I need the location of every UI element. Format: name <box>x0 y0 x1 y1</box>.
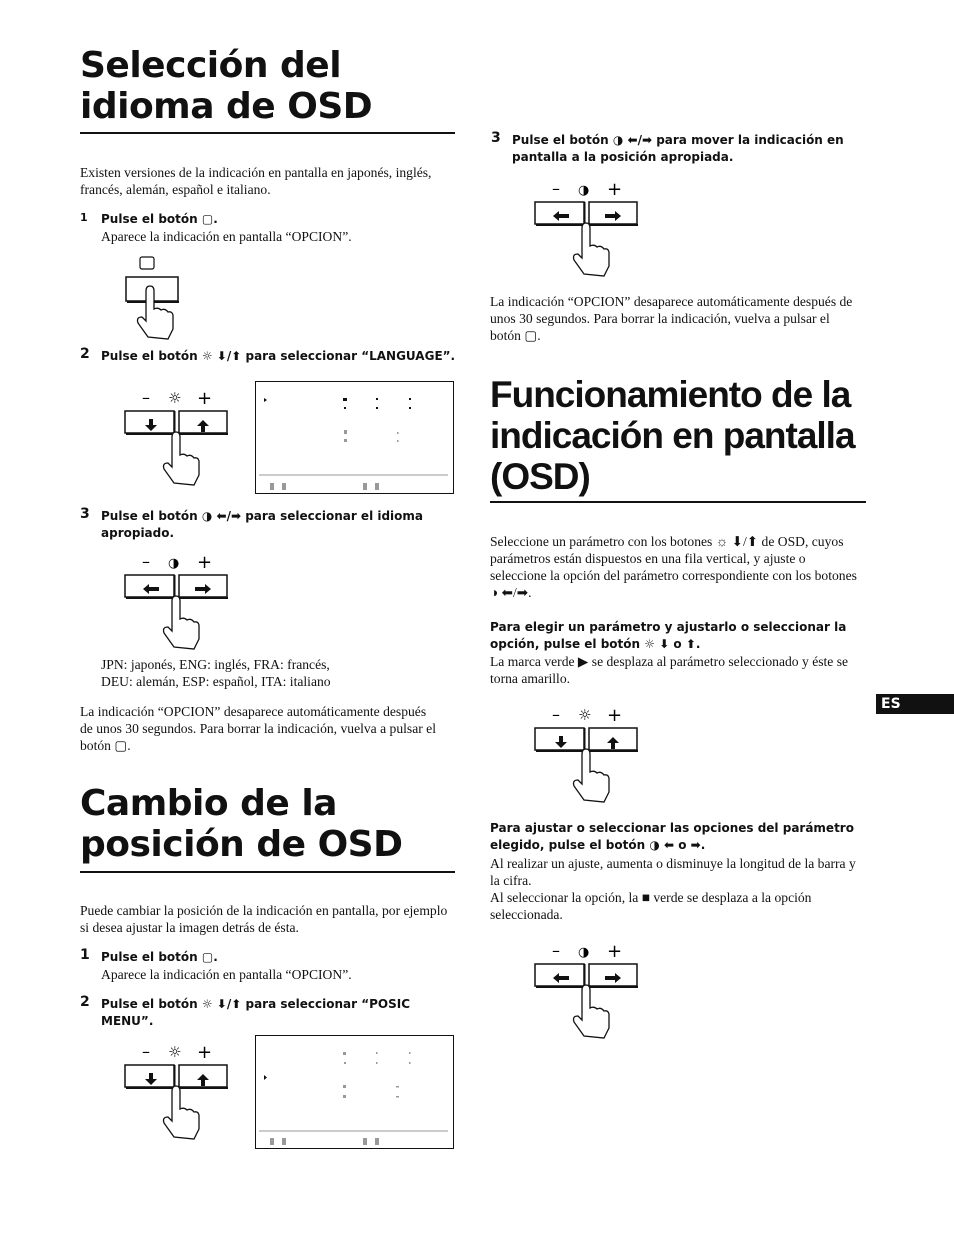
section-title-position: Cambio de la posición de OSD <box>80 783 403 865</box>
step-sub: Aparece la indicación en pantalla “OPCION”. <box>101 967 352 982</box>
step-2: 2 Pulse el botón ☼ ⬇/⬆ para seleccionar “POSIC MENU”. <box>101 996 421 1030</box>
step-3: 3 Pulse el botón ◑ ⬅/➡ para seleccionar el idioma apropiado. <box>101 508 451 542</box>
brightness-buttons-diagram <box>532 704 642 809</box>
brightness-icon: ☼ <box>168 1043 182 1061</box>
language-tab: ES <box>876 694 954 714</box>
minus-label: – <box>552 179 560 198</box>
note-text: La indicación “OPCION” desaparece automáticamente después de unos 30 segundos. Para borrar la indicación, vuelva a pulsar el botón ▢. <box>490 294 853 343</box>
contrast-buttons-diagram <box>122 551 232 656</box>
subheading-select-parameter: Para elegir un parámetro y ajustarlo o seleccionar la opción, pulse el botón ☼ ⬇ o ⬆. <box>490 620 847 651</box>
brightness-icon: ☼ <box>168 389 182 407</box>
plus-label: + <box>197 552 213 573</box>
contrast-icon: ◑ <box>578 945 590 960</box>
note-text: La indicación “OPCION” desaparece automáticamente después de unos 30 segundos. Para borrar la indicación, vuelva a pulsar el botón ▢. <box>80 704 436 753</box>
osd-screen-position <box>255 1035 454 1149</box>
body-text: Al realizar un ajuste, aumenta o disminuye la longitud de la barra y la cifra. <box>490 856 856 888</box>
minus-label: – <box>552 941 560 960</box>
step-label: Pulse el botón ◑ ⬅/➡ para seleccionar el idioma apropiado. <box>101 509 424 540</box>
step-label: Pulse el botón ◑ ⬅/➡ para mover la indicación en pantalla a la posición apropiada. <box>512 133 844 164</box>
plus-label: + <box>197 1042 213 1063</box>
step-1: 1 Pulse el botón ▢. Aparece la indicación en pantalla “OPCION”. <box>101 211 451 245</box>
divider <box>80 871 455 873</box>
language-codes: JPN: japonés, ENG: inglés, FRA: francés, DEU: alemán, ESP: español, ITA: italiano <box>101 657 331 689</box>
step-3-position: 3 Pulse el botón ◑ ⬅/➡ para mover la indicación en pantalla a la posición apropiada. <box>512 132 862 166</box>
divider <box>490 501 866 503</box>
step-label: Pulse el botón ☼ ⬇/⬆ para seleccionar “LANGUAGE”. <box>101 349 456 363</box>
step-2: 2 Pulse el botón ☼ ⬇/⬆ para seleccionar “LANGUAGE”. <box>101 348 461 365</box>
body-text: Al seleccionar la opción, la ■ verde se desplaza a la opción seleccionada. <box>490 890 812 922</box>
hand-icon <box>164 596 200 649</box>
osd-screen-language <box>255 381 454 494</box>
plus-label: + <box>607 705 623 726</box>
minus-label: – <box>142 1042 150 1061</box>
intro-text: Puede cambiar la posición de la indicación en pantalla, por ejemplo si desea ajustar la imagen detrás de ésta. <box>80 903 448 935</box>
step-label: Pulse el botón ☼ ⬇/⬆ para seleccionar “POSIC MENU”. <box>101 997 411 1028</box>
step-sub: Aparece la indicación en pantalla “OPCION”. <box>101 229 352 244</box>
contrast-buttons-diagram <box>532 940 642 1045</box>
brightness-buttons-diagram <box>122 387 232 492</box>
intro-text: Seleccione un parámetro con los botones ☼ ⬇/⬆ de OSD, cuyos parámetros están dispuestos en una fila vertical, y ajuste o seleccione la opción del parámetro correspondiente con los botones ◑ ⬅/➡. <box>490 534 857 600</box>
divider <box>80 132 455 134</box>
minus-label: – <box>142 552 150 571</box>
step-label: Pulse el botón ▢. <box>101 212 218 226</box>
plus-label: + <box>197 388 213 409</box>
contrast-icon: ◑ <box>578 183 590 198</box>
hand-icon <box>574 749 610 802</box>
plus-label: + <box>607 941 623 962</box>
section-title-osd: Funcionamiento de la indicación en pantalla (OSD) <box>490 374 855 497</box>
brightness-icon: ☼ <box>578 706 592 724</box>
hand-icon <box>164 1086 200 1139</box>
minus-label: – <box>142 388 150 407</box>
intro-text: Existen versiones de la indicación en pantalla en japonés, inglés, francés, alemán, español e italiano. <box>80 165 432 197</box>
contrast-buttons-diagram <box>532 178 642 283</box>
hand-icon <box>574 985 610 1038</box>
plus-label: + <box>607 179 623 200</box>
menu-button-diagram <box>120 253 190 348</box>
subheading-adjust-options: Para ajustar o seleccionar las opciones del parámetro elegido, pulse el botón ◑ ⬅ o ➡. <box>490 821 854 852</box>
brightness-buttons-diagram <box>122 1041 232 1146</box>
body-text: La marca verde ▶ se desplaza al parámetro seleccionado y éste se torna amarillo. <box>490 654 849 686</box>
contrast-icon: ◑ <box>168 556 180 571</box>
hand-icon <box>164 432 200 485</box>
step-label: Pulse el botón ▢. <box>101 950 218 964</box>
hand-icon <box>574 223 610 276</box>
step-1: 1 Pulse el botón ▢. Aparece la indicación en pantalla “OPCION”. <box>101 949 451 983</box>
section-title-language: Selección del idioma de OSD <box>80 45 373 127</box>
minus-label: – <box>552 705 560 724</box>
